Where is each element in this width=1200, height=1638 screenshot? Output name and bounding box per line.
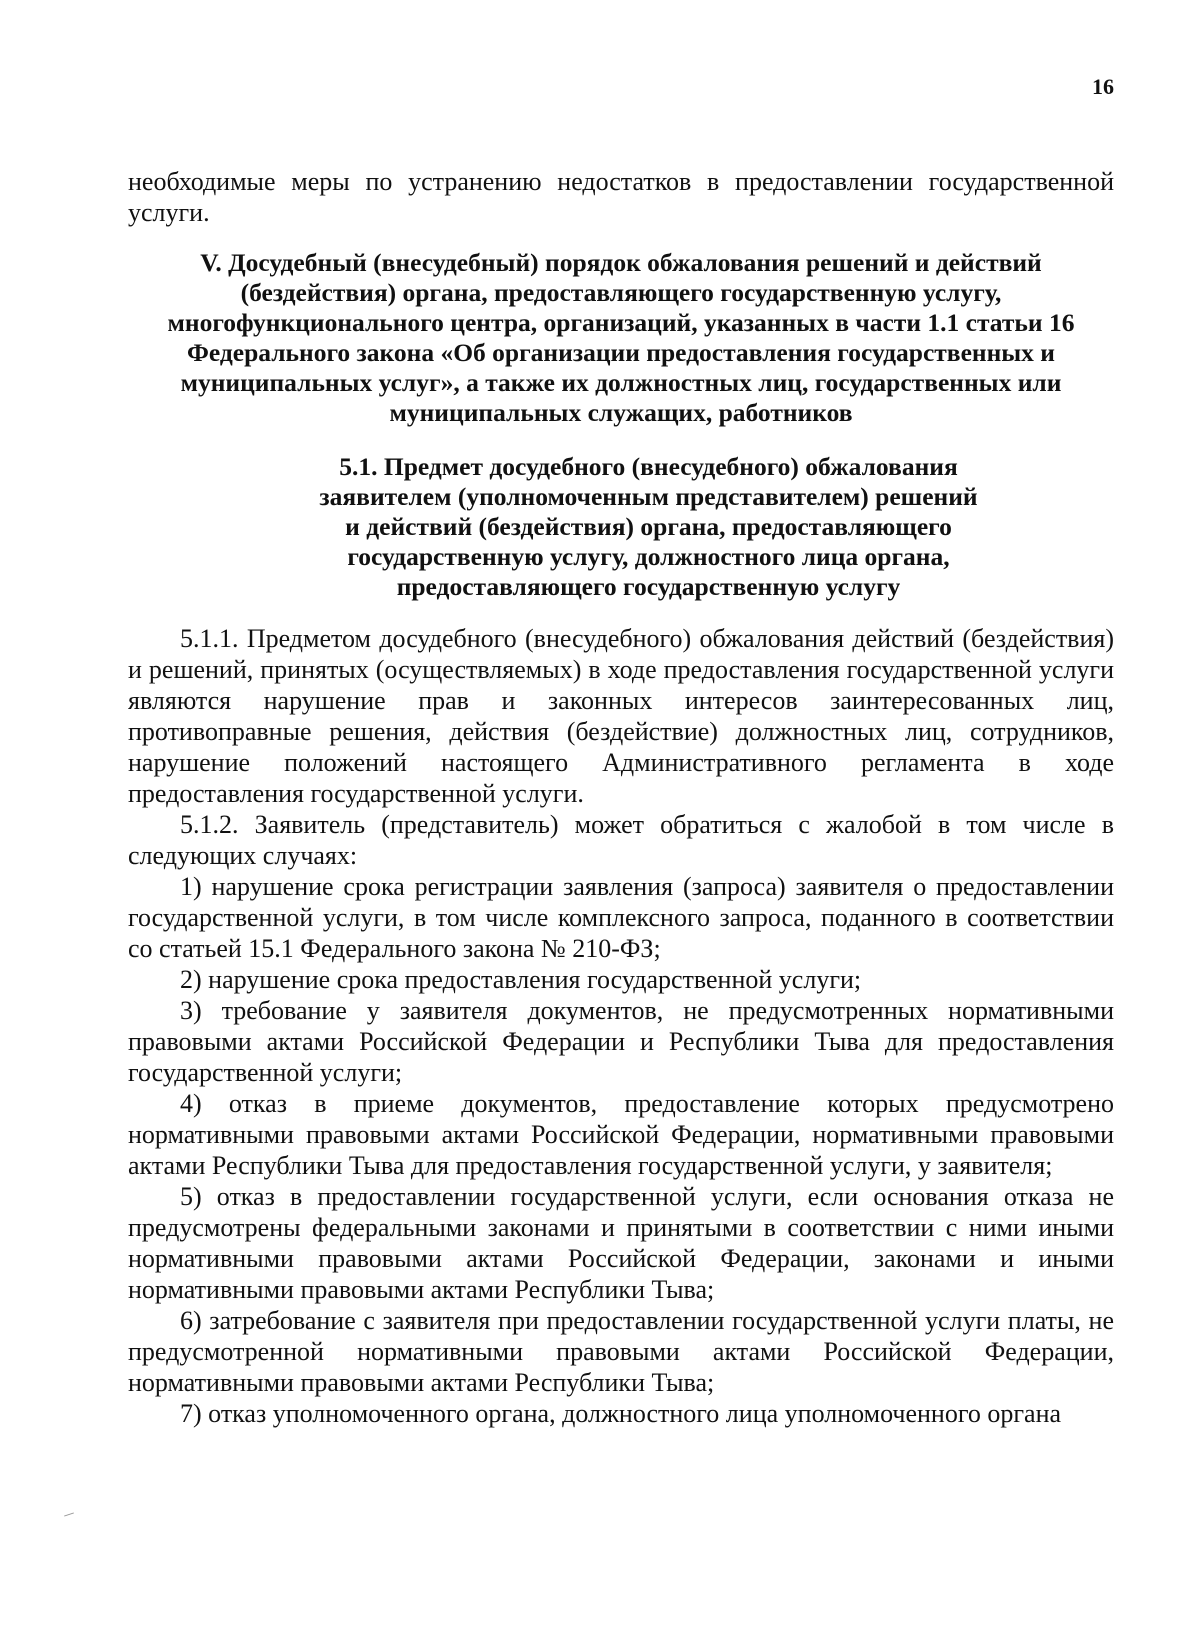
list-item-7: 7) отказ уполномоченного органа, должностного лица уполномоченного органа bbox=[180, 1399, 1062, 1428]
subsection-title-line: заявителем (уполномоченным представителем) решений bbox=[319, 482, 978, 511]
section-title-line: Федерального закона «Об организации предоставления государственных и bbox=[186, 338, 1055, 367]
list-item-4: 4) отказ в приеме документов, предоставление которых предусмотрено нормативными правовыми актами Российской Федерации, нормативными правовыми актами Республики Тыва для предоставления государственной услуги, у заявителя; bbox=[128, 1089, 1114, 1180]
list-item-5: 5) отказ в предоставлении государственной услуги, если основания отказа не предусмотрены федеральными законами и принятыми в соответствии с ними иными нормативными правовыми актами Российской Федерации, законами и иными нормативными правовыми актами Республики Тыва; bbox=[128, 1182, 1114, 1304]
list-item-6: 6) затребование с заявителя при предоставлении государственной услуги платы, не предусмотренной нормативными правовыми актами Российской Федерации, нормативными правовыми актами Республики Тыва; bbox=[128, 1306, 1114, 1397]
section-title-line: (бездействия) органа, предоставляющего государственную услугу, bbox=[240, 278, 1002, 307]
section-title-line: муниципальных услуг», а также их должностных лиц, государственных или bbox=[180, 368, 1062, 397]
list-item-3: 3) требование у заявителя документов, не предусмотренных нормативными правовыми актами Российской Федерации и Республики Тыва для предоставления государственной услуги; bbox=[128, 996, 1114, 1087]
page-content bbox=[128, 166, 1114, 1429]
section-title-line: муниципальных служащих, работников bbox=[389, 398, 853, 427]
section-title bbox=[128, 248, 1114, 428]
intro-continuation: необходимые меры по устранению недостатков в предоставлении государственной услуги. bbox=[128, 167, 1114, 227]
scan-speck bbox=[64, 1512, 74, 1516]
page-number: 16 bbox=[1092, 74, 1114, 99]
subsection-title bbox=[128, 452, 1114, 602]
paragraph-5-1-2: 5.1.2. Заявитель (представитель) может обратиться с жалобой в том числе в следующих случаях: bbox=[128, 810, 1114, 870]
section-title-line: V. Досудебный (внесудебный) порядок обжалования решений и действий bbox=[200, 248, 1042, 277]
list-item-2: 2) нарушение срока предоставления государственной услуги; bbox=[180, 965, 862, 994]
paragraph-5-1-1: 5.1.1. Предметом досудебного (внесудебного) обжалования действий (бездействия) и решений, принятых (осуществляемых) в ходе предоставления государственной услуги являются нарушение прав и законных интересов заинтересованных лиц, противоправные решения, действия (бездействие) должностных лиц, сотрудников, нарушение положений настоящего Административного регламента в ходе предоставления государственной услуги. bbox=[128, 624, 1114, 808]
list-item-1: 1) нарушение срока регистрации заявления (запроса) заявителя о предоставлении государственной услуги, в том числе комплексного запроса, поданного в соответствии со статьей 15.1 Федерального закона № 210-ФЗ; bbox=[128, 872, 1114, 963]
subsection-title-line: 5.1. Предмет досудебного (внесудебного) обжалования bbox=[339, 452, 958, 481]
section-title-line: многофункционального центра, организаций, указанных в части 1.1 статьи 16 bbox=[167, 308, 1075, 337]
subsection-title-line: предоставляющего государственную услугу bbox=[396, 572, 901, 601]
subsection-title-line: государственную услугу, должностного лица органа, bbox=[347, 542, 950, 571]
subsection-title-line: и действий (бездействия) органа, предоставляющего bbox=[345, 512, 952, 541]
